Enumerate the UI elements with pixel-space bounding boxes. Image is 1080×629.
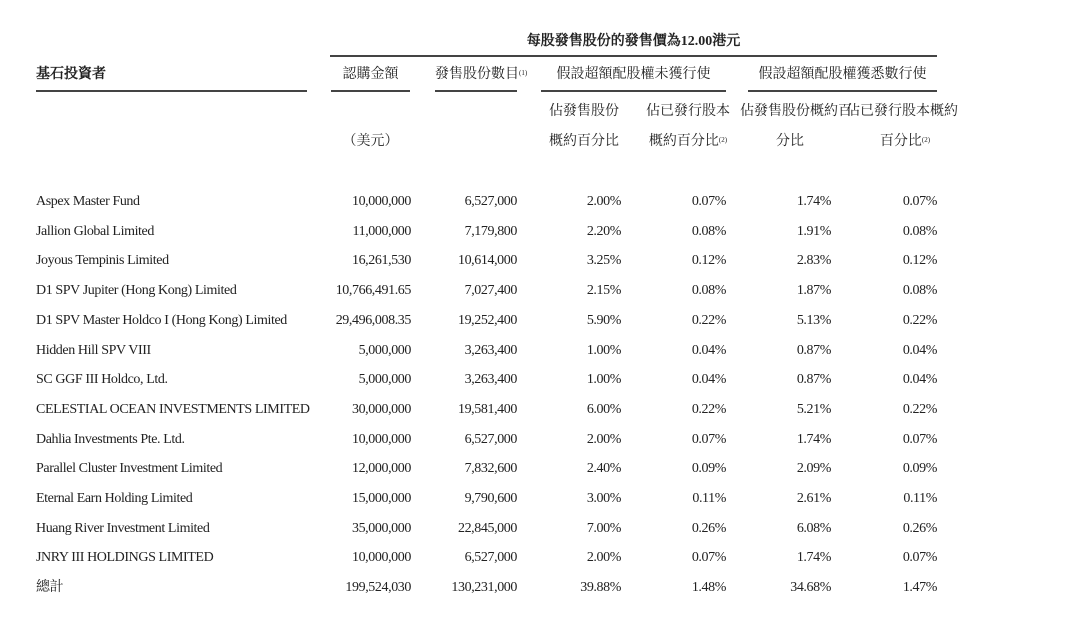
footnote-ref: (1): [519, 69, 528, 77]
cell-name: Aspex Master Fund: [36, 194, 140, 209]
cell-p1: 39.88%: [580, 580, 621, 596]
cell-amount: 16,261,530: [351, 253, 411, 269]
cell-p4: 0.12%: [902, 253, 937, 269]
cell-name: CELESTIAL OCEAN INVESTMENTS LIMITED: [36, 401, 310, 417]
cell-p4: 0.08%: [902, 223, 937, 239]
divider: [435, 90, 517, 92]
cell-p4: 0.04%: [902, 342, 937, 358]
cell-p2: 0.09%: [691, 461, 726, 477]
sub-header-1-line1: 佔發售股份: [549, 104, 619, 119]
cell-p1: 7.00%: [586, 520, 621, 536]
divider: [330, 55, 937, 57]
cell-name: Hidden Hill SPV VIII: [36, 342, 151, 358]
cell-p2: 0.07%: [691, 431, 726, 447]
cell-amount: 30,000,000: [351, 401, 411, 417]
divider: [331, 90, 410, 92]
footnote-ref: (2): [718, 136, 728, 144]
sub-header-4-line2: 百分比$^{(2)}$: [879, 134, 931, 149]
investor-column-header: 基石投資者: [36, 67, 106, 82]
cell-p2: 0.04%: [691, 342, 726, 358]
cell-amount: 199,524,030: [345, 580, 411, 596]
cell-p2: 0.11%: [692, 491, 726, 506]
cell-p1: 2.40%: [586, 461, 621, 477]
amount-unit: （美元）: [342, 134, 399, 149]
cell-shares: 6,527,000: [464, 550, 517, 566]
cell-name: Eternal Earn Holding Limited: [36, 491, 193, 506]
group-fully-exercised-header: 假設超額配股權獲悉數行使: [758, 67, 927, 82]
cell-p1: 5.90%: [586, 312, 621, 328]
cell-name: Joyous Tempinis Limited: [36, 253, 169, 269]
cell-p2: 0.04%: [691, 372, 726, 388]
cell-p2: 1.48%: [691, 580, 726, 596]
sub-header-4-line1: 佔已發行股本概約: [846, 104, 958, 119]
cell-p2: 0.08%: [691, 283, 726, 299]
cell-p4: 0.08%: [902, 283, 937, 299]
cell-p1: 2.00%: [586, 194, 621, 209]
cell-shares: 9,790,600: [464, 491, 517, 506]
cell-p1: 1.00%: [586, 342, 621, 358]
cell-p2: 0.07%: [691, 194, 726, 209]
cell-shares: 7,832,600: [464, 461, 517, 477]
cell-p1: 3.25%: [586, 253, 621, 269]
cell-p2: 0.07%: [691, 550, 726, 566]
cell-amount: 10,000,000: [351, 550, 411, 566]
shares-column-header: 發售股份數目$^{(1)}$: [435, 67, 528, 82]
cell-name: Huang River Investment Limited: [36, 520, 210, 536]
sub-header-3-line2: 分比: [776, 134, 804, 149]
cell-name: D1 SPV Jupiter (Hong Kong) Limited: [36, 283, 237, 299]
cell-p4: 1.47%: [902, 580, 937, 596]
cell-amount: 5,000,000: [358, 342, 411, 358]
cell-shares: 6,527,000: [464, 194, 517, 209]
cell-amount: 10,000,000: [351, 431, 411, 447]
cell-p4: 0.07%: [902, 550, 937, 566]
cell-shares: 7,179,800: [464, 223, 517, 239]
cell-shares: 10,614,000: [457, 253, 517, 269]
cell-amount: 10,000,000: [351, 194, 411, 209]
cell-p4: 0.26%: [902, 520, 937, 536]
cell-p2: 0.12%: [691, 253, 726, 269]
cell-p2: 0.22%: [691, 312, 726, 328]
group-not-exercised-header: 假設超額配股權未獲行使: [556, 67, 711, 82]
cell-p2: 0.08%: [691, 223, 726, 239]
divider: [748, 90, 937, 92]
cell-amount: 11,000,000: [352, 223, 411, 239]
cell-p4: 0.09%: [902, 461, 937, 477]
cell-p1: 2.20%: [586, 223, 621, 239]
cell-name: JNRY III HOLDINGS LIMITED: [36, 550, 214, 566]
cell-p3: 2.09%: [796, 461, 831, 477]
cell-p3: 34.68%: [790, 580, 831, 596]
cell-shares: 3,263,400: [464, 372, 517, 388]
cell-p3: 0.87%: [796, 372, 831, 388]
cell-p4: 0.22%: [902, 401, 937, 417]
cell-shares: 22,845,000: [457, 520, 517, 536]
cell-p3: 1.87%: [796, 283, 831, 299]
cell-amount: 12,000,000: [351, 461, 411, 477]
cell-shares: 7,027,400: [464, 283, 517, 299]
cell-p4: 0.07%: [902, 194, 937, 209]
cell-shares: 130,231,000: [451, 580, 517, 596]
cell-p3: 2.83%: [796, 253, 831, 269]
cell-p2: 0.22%: [691, 401, 726, 417]
cell-p1: 6.00%: [586, 401, 621, 417]
cell-amount: 29,496,008.35: [335, 312, 411, 328]
cell-p3: 6.08%: [796, 520, 831, 536]
amount-column-header: 認購金額: [342, 67, 399, 82]
cell-p4: 0.07%: [902, 431, 937, 447]
cell-p3: 1.74%: [796, 194, 831, 209]
divider: [36, 90, 307, 92]
cell-p3: 2.61%: [796, 491, 831, 506]
cell-name: SC GGF III Holdco, Ltd.: [36, 372, 168, 388]
cell-p4: 0.11%: [903, 491, 937, 506]
cell-name: Dahlia Investments Pte. Ltd.: [36, 431, 185, 447]
cell-name: Jallion Global Limited: [36, 223, 154, 239]
cell-amount: 15,000,000: [351, 491, 411, 506]
cell-p1: 2.00%: [586, 431, 621, 447]
cell-shares: 19,252,400: [457, 312, 517, 328]
cell-p3: 0.87%: [796, 342, 831, 358]
cell-amount: 10,766,491.65: [335, 283, 411, 299]
cell-name: Parallel Cluster Investment Limited: [36, 461, 223, 477]
cell-p4: 0.22%: [902, 312, 937, 328]
cell-name: 總計: [36, 580, 64, 596]
cell-shares: 6,527,000: [464, 431, 517, 447]
cell-amount: 5,000,000: [358, 372, 411, 388]
cell-p3: 1.74%: [796, 550, 831, 566]
price-title: 每股發售股份的發售價為12.00港元: [526, 34, 741, 49]
cell-p1: 2.15%: [586, 283, 621, 299]
cell-p1: 2.00%: [586, 550, 621, 566]
sub-header-3-line1: 佔發售股份概約百: [740, 104, 852, 119]
cell-p2: 0.26%: [691, 520, 726, 536]
cell-p3: 5.13%: [796, 312, 831, 328]
cell-p1: 1.00%: [586, 372, 621, 388]
cell-name: D1 SPV Master Holdco I (Hong Kong) Limited: [36, 312, 287, 328]
cell-shares: 19,581,400: [457, 401, 517, 417]
cell-p1: 3.00%: [586, 491, 621, 506]
divider: [541, 90, 726, 92]
footnote-ref: (2): [921, 136, 931, 144]
sub-header-1-line2: 概約百分比: [549, 134, 619, 149]
cell-p3: 1.91%: [796, 223, 831, 239]
cell-amount: 35,000,000: [351, 520, 411, 536]
sub-header-2-line2: 概約百分比$^{(2)}$: [648, 134, 728, 149]
cell-p4: 0.04%: [902, 372, 937, 388]
cell-shares: 3,263,400: [464, 342, 517, 358]
sub-header-2-line1: 佔已發行股本: [646, 104, 730, 119]
cell-p3: 1.74%: [796, 431, 831, 447]
cell-p3: 5.21%: [796, 401, 831, 417]
